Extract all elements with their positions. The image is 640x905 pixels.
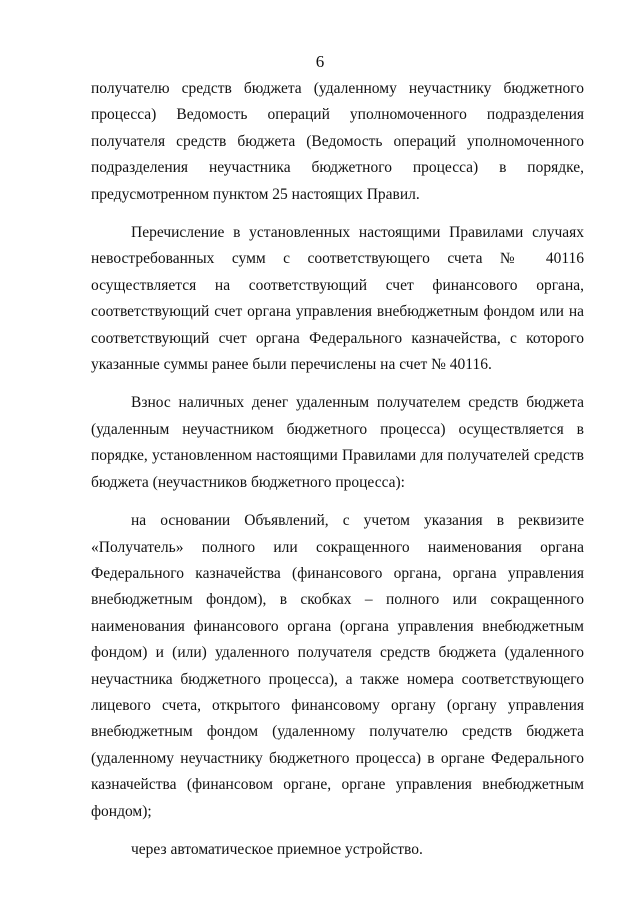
page-number: 6 [315, 52, 325, 71]
document-body [91, 76, 584, 863]
paragraph-cash-deposit: Взнос наличных денег удаленным получателем средств бюджета (удаленным неучастником бюджетного процесса) осуществляется в порядке, установленном настоящими Правилами для получателей средств бюджета (неучастников бюджетного процесса): [91, 394, 584, 491]
paragraph-transfer-unclaimed-sums: Перечисление в установленных настоящими Правилами случаях невостребованных сумм с соответствующего счета № 40116 осуществляется на соответствующий счет финансового органа, соответствующий счет органа управления внебюджетным фондом или на соответствующий счет органа Федерального казначейства, с которого указанные суммы ранее были перечислены на счет № 40116. [91, 224, 584, 374]
paragraph-automatic-device: через автоматическое приемное устройство. [131, 840, 423, 858]
paragraph-based-on-announcements: на основании Объявлений, с учетом указания в реквизите «Получатель» полного или сокращенного наименования органа Федерального казначейства (финансового органа, органа управления внебюджетным фондом), в скобках – полного или сокращенного наименования финансового органа (органа управления внебюджетным фондом) и (или) удаленного получателя средств бюджета (удаленного неучастника бюджетного процесса), а также номера соответствующего лицевого счета, открытого финансовому органу (органу управления внебюджетным фондом (удаленному получателю средств бюджета (удаленному неучастнику бюджетного процесса) в органе Федерального казначейства (финансовом органе, органе управления внебюджетным фондом); [91, 512, 584, 820]
paragraph-continuation: получателю средств бюджета (удаленному неучастнику бюджетного процесса) Ведомость операций уполномоченного подразделения получателя средств бюджета (Ведомость операций уполномоченного подразделения неучастника бюджетного процесса) в порядке, предусмотренном пунктом 25 настоящих Правил. [91, 80, 584, 203]
